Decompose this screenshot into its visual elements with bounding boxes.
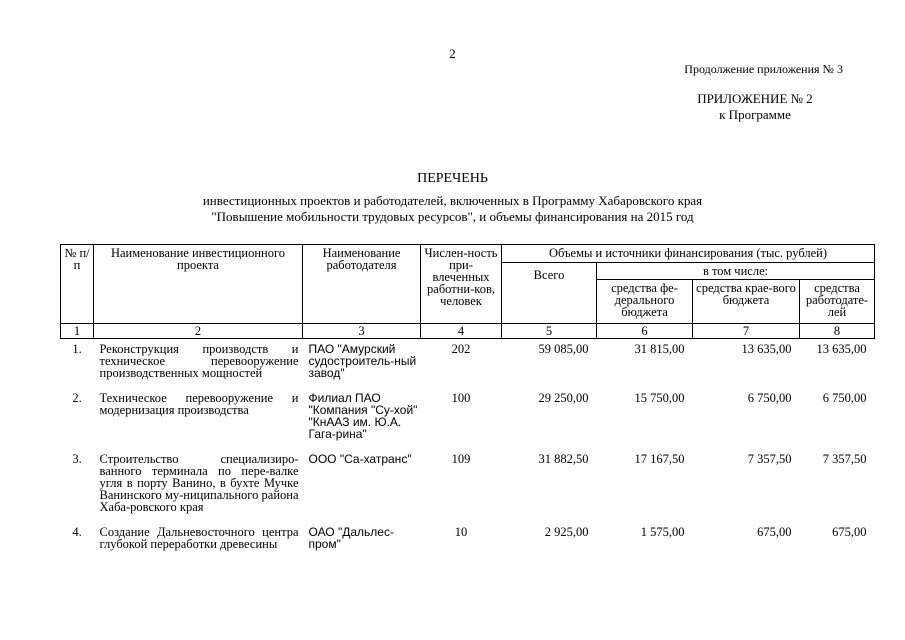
project-name: Техническое перевооружение и модернизация производства [99, 391, 299, 417]
header-funding: Объемы и источники финансирования (тыс. рублей) [502, 245, 875, 263]
project-name: Строительство специализиро-ванного терминала по пере-валке угля в порту Ванино, в бухте Мучке Ванинского му-ниципального района Хаба-ровского края [99, 452, 299, 514]
workers-count: 109 [451, 452, 471, 466]
document-title [0, 171, 905, 225]
funding-employers: 675,00 [832, 525, 867, 539]
funding-federal: 15 750,00 [634, 391, 685, 405]
funding-total: 29 250,00 [538, 391, 589, 405]
title-main: ПЕРЕЧЕНЬ [417, 171, 488, 186]
funding-federal: 31 815,00 [634, 342, 685, 356]
header-no: № п/п [61, 245, 94, 324]
funding-employers: 13 635,00 [816, 342, 867, 356]
workers-count: 202 [451, 342, 471, 356]
column-number: 4 [421, 324, 502, 339]
funding-total: 59 085,00 [538, 342, 589, 356]
table-row [61, 449, 875, 522]
table-row [61, 339, 875, 389]
appendix-line-2: к Программе [719, 107, 791, 122]
header-total: Всего [502, 263, 597, 324]
funding-regional: 675,00 [757, 525, 792, 539]
column-number: 7 [693, 324, 800, 339]
header-including: в том числе: [597, 263, 875, 280]
title-line-2: "Повышение мобильности трудовых ресурсов", и объемы финансирования на 2015 год [211, 209, 694, 224]
title-line-1: инвестиционных проектов и работодателей, включенных в Программу Хабаровского края [202, 193, 703, 208]
header-workers: Числен-ность при-влеченных работни-ков, человек [421, 245, 502, 324]
continuation-note: Продолжение приложения № 3 [684, 62, 843, 76]
table-row [61, 522, 875, 559]
project-name: Создание Дальневосточного центра глубокой переработки древесины [99, 525, 299, 551]
employer-name: Филиал ПАО "Компания "Су-хой" "КнААЗ им. Ю.А. Гага-рина" [308, 391, 418, 441]
header-project: Наименование инвестиционного проекта [94, 245, 303, 324]
header-employer: Наименование работодателя [303, 245, 421, 324]
column-number: 1 [61, 324, 94, 339]
projects-table [60, 244, 875, 559]
appendix-label [660, 91, 850, 123]
column-number: 5 [502, 324, 597, 339]
header-federal: средства фе-дерального бюджета [597, 280, 693, 324]
funding-regional: 13 635,00 [741, 342, 792, 356]
column-number: 8 [800, 324, 875, 339]
row-number: 2. [72, 391, 82, 405]
header-regional: средства крае-вого бюджета [693, 280, 800, 324]
row-number: 3. [72, 452, 82, 466]
funding-employers: 7 357,50 [822, 452, 867, 466]
header-employers: средства работодате-лей [800, 280, 875, 324]
funding-employers: 6 750,00 [822, 391, 867, 405]
funding-federal: 1 575,00 [640, 525, 685, 539]
column-number: 3 [303, 324, 421, 339]
workers-count: 10 [454, 525, 468, 539]
funding-total: 31 882,50 [538, 452, 589, 466]
column-number: 2 [94, 324, 303, 339]
funding-regional: 6 750,00 [747, 391, 792, 405]
row-number: 4. [72, 525, 82, 539]
appendix-line-1: ПРИЛОЖЕНИЕ № 2 [697, 91, 813, 106]
page-number: 2 [449, 46, 456, 61]
workers-count: 100 [451, 391, 471, 405]
funding-total: 2 925,00 [544, 525, 589, 539]
project-name: Реконструкция производств и техническое перевооружение производственных мощностей [99, 342, 299, 380]
employer-name: ПАО "Амурский судостроитель-ный завод" [308, 342, 417, 380]
employer-name: ООО "Са-хатранс" [308, 452, 412, 466]
column-number: 6 [597, 324, 693, 339]
employer-name: ОАО "Дальлес-пром" [308, 525, 394, 551]
table-row [61, 388, 875, 449]
column-numbers-row [61, 324, 875, 339]
funding-federal: 17 167,50 [634, 452, 685, 466]
row-number: 1. [72, 342, 82, 356]
funding-regional: 7 357,50 [747, 452, 792, 466]
